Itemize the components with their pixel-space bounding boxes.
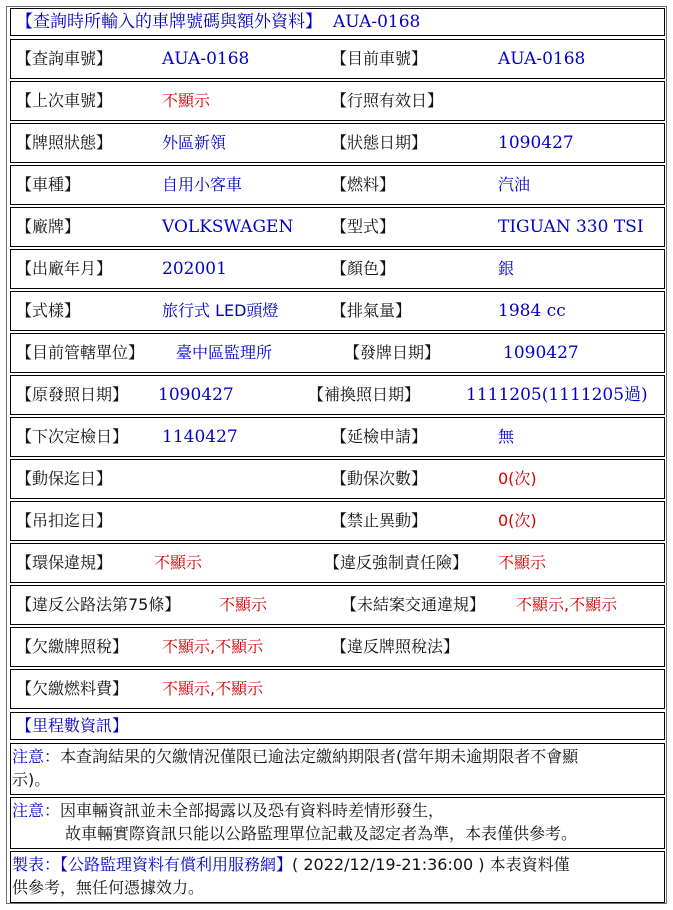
info-row (10, 375, 665, 415)
note-1-line-1: 本查詢結果的欠繳情況僅限已逾法定繳納期限者(當年期未逾期限者不會顯 (60, 747, 579, 766)
field-label: 【排氣量】 (331, 301, 412, 320)
field-label: 【未結案交通違規】 (341, 595, 486, 614)
field-label: 【廠牌】 (16, 217, 81, 236)
field-label: 【發牌日期】 (344, 343, 441, 362)
field-value: 無 (498, 427, 515, 446)
field-label: 【出廠年月】 (16, 259, 113, 278)
field-label: 【禁止異動】 (331, 511, 428, 530)
note-1-label: 注意： (12, 747, 61, 766)
footer-text (12, 853, 660, 899)
info-row (10, 165, 665, 205)
field-label: 【狀態日期】 (331, 133, 428, 152)
field-value: 不顯示 (219, 595, 268, 614)
field-value: 202001 (162, 258, 227, 279)
footer-source: 【公路監理資料有償利用服務網】 (60, 855, 293, 874)
field-value: 不顯示,不顯示 (162, 637, 264, 656)
query-header-plate: AUA-0168 (333, 11, 421, 32)
field-label: 【違反牌照稅法】 (331, 637, 460, 656)
field-value: 臺中區監理所 (176, 343, 273, 362)
note-2 (12, 799, 660, 845)
field-label: 【目前管轄單位】 (16, 343, 145, 362)
footer-row (10, 851, 665, 903)
info-row (10, 459, 665, 499)
field-label: 【行照有效日】 (331, 91, 444, 110)
field-value: AUA-0168 (498, 48, 586, 69)
field-label: 【吊扣迄日】 (16, 511, 113, 530)
note-1-line-2: 示)。 (12, 770, 51, 789)
field-label: 【顏色】 (331, 259, 396, 278)
field-label: 【燃料】 (331, 175, 396, 194)
field-value: VOLKSWAGEN (162, 216, 294, 237)
field-value: 1090427 (158, 384, 234, 405)
mileage-row (10, 712, 665, 740)
info-row (10, 81, 665, 121)
field-label: 【牌照狀態】 (16, 133, 113, 152)
field-value: 不顯示,不顯示 (516, 595, 618, 614)
field-label: 【延檢申請】 (331, 427, 428, 446)
field-label: 【車種】 (16, 175, 81, 194)
note-2-line-1: 因車輛資訊並未全部揭露以及恐有資料時差情形發生， (60, 801, 445, 820)
field-label: 【欠繳牌照稅】 (16, 637, 129, 656)
field-label: 【型式】 (331, 217, 396, 236)
info-row (10, 291, 665, 331)
note-row-1 (10, 743, 665, 795)
field-value: 自用小客車 (162, 175, 243, 194)
field-label: 【式樣】 (16, 301, 81, 320)
info-row (10, 417, 665, 457)
field-label: 【補換照日期】 (308, 385, 421, 404)
note-2-label: 注意： (12, 801, 61, 820)
info-row (10, 585, 665, 625)
field-value: 銀 (498, 259, 515, 278)
field-value: 1090427 (498, 132, 574, 153)
field-value: 外區新領 (162, 133, 227, 152)
field-value: 1111205(1111205過) (466, 384, 648, 405)
field-label: 【欠繳燃料費】 (16, 679, 129, 698)
field-label: 【下次定檢日】 (16, 427, 129, 446)
field-label: 【違反公路法第75條】 (16, 595, 181, 614)
note-2-line-2: 故車輛實際資訊只能以公路監理單位記載及認定者為準，本表僅供參考。 (65, 824, 578, 843)
field-value: 不顯示 (154, 553, 203, 572)
footer-label: 製表： (12, 855, 61, 874)
mileage-label: 【里程數資訊】 (16, 716, 129, 735)
info-row (10, 249, 665, 289)
field-label: 【原發照日期】 (16, 385, 129, 404)
field-value: 不顯示 (498, 553, 547, 572)
footer-line-1-rest: ( 2022/12/19-21:36:00 ) 本表資料僅 (292, 855, 570, 874)
info-row (10, 333, 665, 373)
field-value: AUA-0168 (162, 48, 250, 69)
field-value: 1090427 (503, 342, 579, 363)
field-label: 【環保違規】 (16, 553, 113, 572)
info-row (10, 207, 665, 247)
field-label: 【動保次數】 (331, 469, 428, 488)
field-label: 【上次車號】 (16, 91, 113, 110)
field-value: TIGUAN 330 TSI (498, 216, 644, 237)
field-value: 1140427 (162, 426, 238, 447)
field-value: 0(次) (498, 511, 537, 530)
info-row (10, 39, 665, 79)
info-row (10, 627, 665, 667)
field-label: 【動保迄日】 (16, 469, 113, 488)
field-label: 【目前車號】 (331, 49, 428, 68)
field-label: 【查詢車號】 (16, 49, 113, 68)
field-value: 旅行式 LED頭燈 (162, 301, 279, 320)
info-row (10, 669, 665, 709)
query-header-label: 【查詢時所輸入的車牌號碼與額外資料】 (16, 11, 322, 32)
note-row-2 (10, 797, 665, 849)
footer-line-2: 供參考，無任何憑據效力。 (12, 878, 205, 897)
info-row (10, 543, 665, 583)
field-value: 不顯示,不顯示 (162, 679, 264, 698)
info-row (10, 123, 665, 163)
field-value: 汽油 (498, 175, 531, 194)
field-value: 1984 cc (498, 300, 566, 321)
field-value: 不顯示 (162, 91, 211, 110)
note-1 (12, 745, 660, 791)
field-value: 0(次) (498, 469, 537, 488)
field-label: 【違反強制責任險】 (324, 553, 469, 572)
info-row (10, 501, 665, 541)
query-header-row (10, 8, 665, 36)
